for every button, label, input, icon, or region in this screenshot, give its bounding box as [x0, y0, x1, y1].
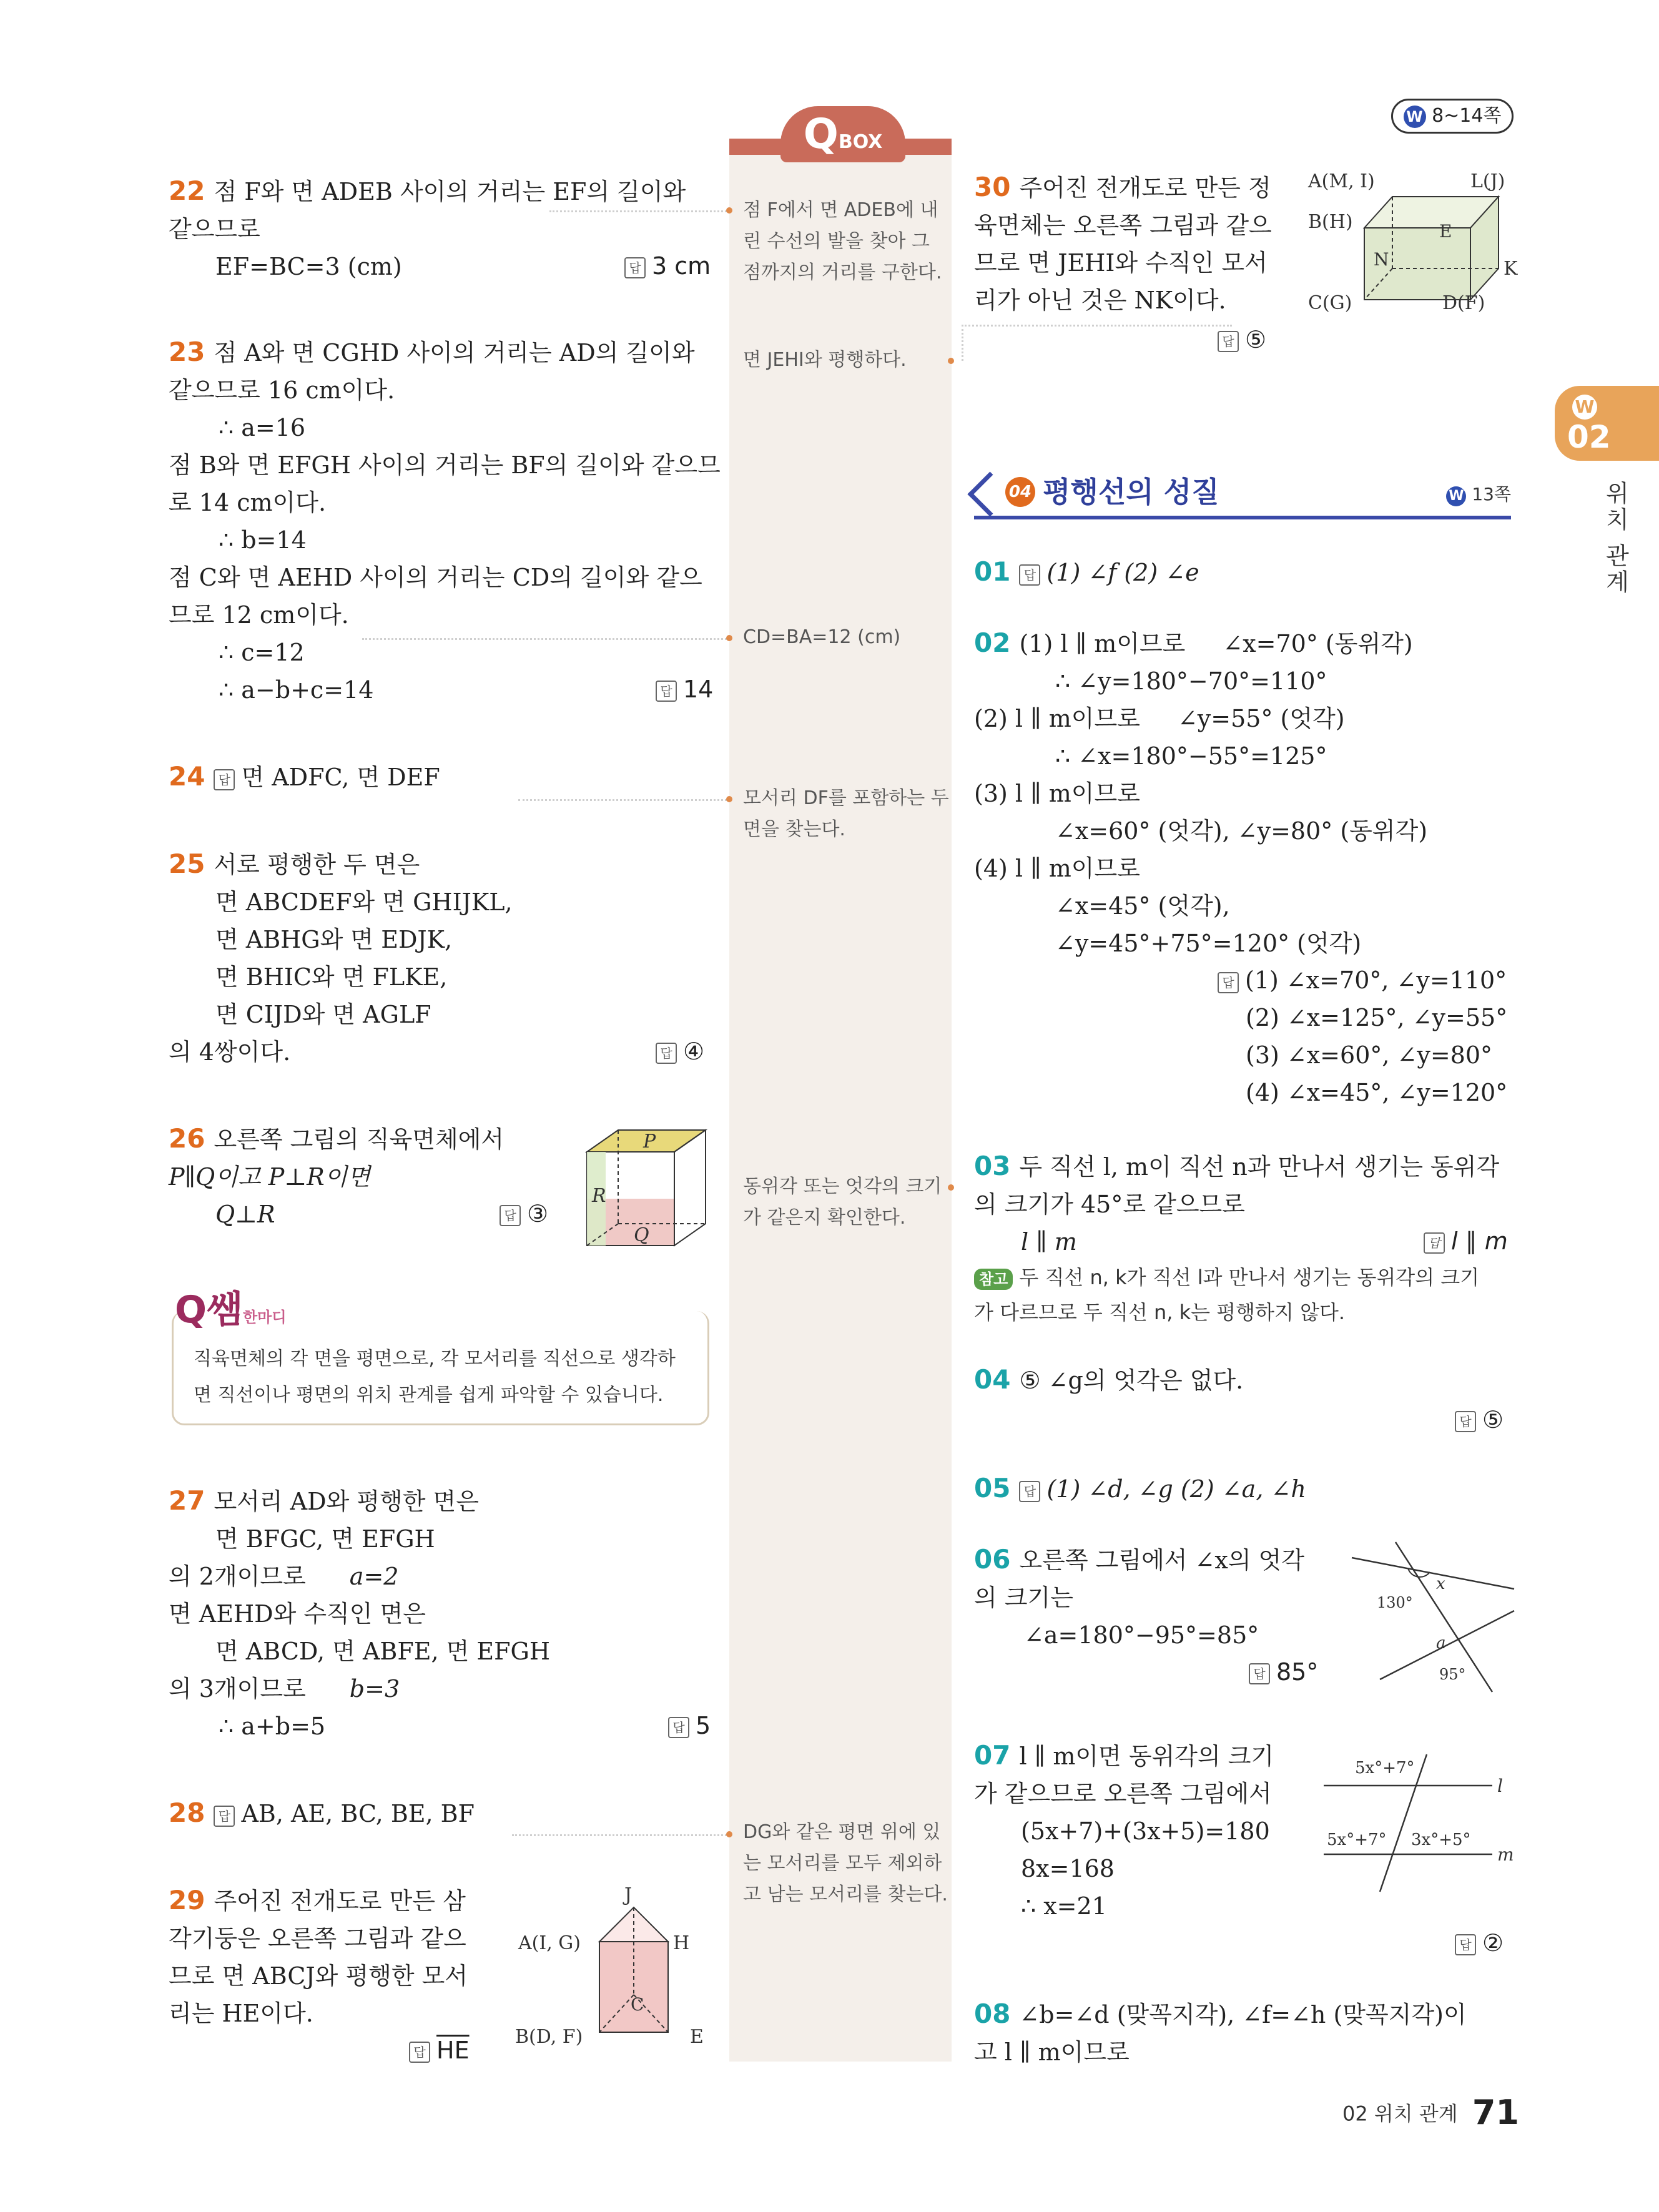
answer-icon: 답	[668, 1717, 689, 1738]
line: (1) l ∥ m이므로	[1019, 630, 1186, 657]
answer-text: (2) ∠x=125°, ∠y=55°	[1246, 1004, 1508, 1031]
answer-text: ⑤	[1245, 326, 1267, 353]
problem-num: 07	[974, 1740, 1011, 1771]
label-angle-right: 3x°+5°	[1411, 1831, 1471, 1849]
problem-02	[974, 624, 1427, 962]
line: 의 4쌍이다.	[169, 1038, 291, 1066]
label-q: Q	[634, 1224, 649, 1246]
problem-num: 04	[974, 1364, 1011, 1395]
line: 로 14 cm이다.	[169, 489, 327, 516]
label-e: E	[1439, 221, 1452, 242]
line: 직육면체의 각 면을 평면으로, 각 모서리를 직선으로 생각하	[194, 1348, 676, 1370]
line: l ∥ m이면 동위각의 크기	[1019, 1743, 1274, 1770]
line: ∠y=55° (엇각)	[1177, 705, 1345, 732]
label-e: E	[690, 2026, 704, 2048]
problem-num: 05	[974, 1473, 1011, 1503]
answer-29	[409, 2032, 470, 2069]
label-r: R	[592, 1185, 606, 1207]
line: ∠x=60° (엇각), ∠y=80° (동위각)	[1055, 817, 1428, 845]
line: ∠x=70° (동위각)	[1223, 630, 1413, 657]
line: ⑤ ∠g의 엇각은 없다.	[1019, 1367, 1244, 1394]
w-icon: W	[1404, 106, 1426, 128]
line: ∴ b=14	[219, 526, 307, 554]
footer-chapter: 02 위치 관계	[1342, 2101, 1458, 2126]
line: 고 l ∥ m이므로	[974, 2038, 1130, 2066]
side-tab-num: 02	[1567, 419, 1611, 455]
line: 모서리 AD와 평행한 면은	[214, 1488, 479, 1515]
connector-23	[362, 638, 731, 640]
connector-30-line	[962, 325, 1232, 361]
line: 리는 HE이다.	[169, 2000, 313, 2027]
qbox-note-4: 모서리 DF를 포함하는 두 면을 찾는다.	[743, 787, 949, 840]
line: 므로 면 ABCJ와 평행한 모서	[169, 1962, 468, 1990]
qssam-title-text: Q쌤	[175, 1288, 243, 1332]
footer	[1342, 2093, 1519, 2132]
line: 8x=168	[1021, 1855, 1115, 1882]
line: 가 다르므로 두 직선 n, k는 평행하지 않다.	[974, 1300, 1346, 1324]
label-j: J	[624, 1884, 633, 1906]
qbox-note-6: DG와 같은 평면 위에 있는 모서리를 모두 제외하고 남는 모서리를 찾는다.	[743, 1821, 948, 1905]
label-l: l	[1497, 1776, 1503, 1796]
line: ∠b=∠d (맞꼭지각), ∠f=∠h (맞꼭지각)이	[1019, 2001, 1467, 2028]
line: ∴ a−b+c=14	[219, 676, 374, 704]
qbox-title-big: Q	[803, 110, 839, 158]
label-lj: L(J)	[1470, 170, 1505, 192]
answer-icon: 답	[1455, 1411, 1476, 1432]
cuboid-figure-26	[581, 1124, 712, 1249]
answer-06	[1249, 1653, 1318, 1691]
section-header	[974, 473, 1511, 519]
answer-text: $\overline{HE}$	[436, 2037, 470, 2064]
answer-icon: 답	[1019, 1481, 1040, 1502]
label-130: 130°	[1377, 1594, 1413, 1611]
line: 점 A와 면 CGHD 사이의 거리는 AD의 길이와	[214, 339, 695, 366]
connector-24	[518, 799, 731, 801]
problem-08	[974, 1995, 1467, 2071]
qbox-note-1: 점 F에서 면 ADEB에 내린 수선의 발을 찾아 그 점까지의 거리를 구한다.	[743, 199, 942, 283]
line: ∠x=45° (엇각),	[1055, 892, 1230, 920]
parallel-lines-figure-07	[1317, 1742, 1524, 1898]
line: 의 2개이므로	[169, 1563, 306, 1590]
answer-icon: 답	[1218, 972, 1239, 993]
problem-num: 25	[169, 848, 205, 879]
problem-25	[169, 845, 513, 1071]
qbox-column	[729, 139, 952, 2062]
qbox-title	[780, 106, 905, 162]
line: 면 ADFC, 면 DEF	[241, 764, 440, 791]
line: ∴ x=21	[1021, 1892, 1107, 1920]
line: 점 F와 면 ADEB 사이의 거리는 EF의 길이와	[214, 178, 686, 205]
answer-25	[656, 1033, 704, 1070]
problem-num: 29	[169, 1885, 205, 1915]
line: 면 CIJD와 면 AGLF	[215, 1001, 431, 1028]
line: ∴ a=16	[219, 414, 306, 441]
label-c: C	[631, 1994, 644, 2015]
label-n: N	[1374, 249, 1389, 270]
label-cg: C(G)	[1308, 292, 1352, 314]
side-tab-icon: W	[1572, 395, 1597, 420]
problem-22	[169, 172, 686, 285]
line: 면 AEHD와 수직인 면은	[169, 1600, 426, 1628]
problem-num: 26	[169, 1123, 205, 1154]
line: ∠a=180°−95°=85°	[1024, 1621, 1259, 1649]
answer-icon: 답	[409, 2042, 430, 2063]
line: 오른쪽 그림에서 ∠x의 엇각	[1019, 1546, 1305, 1574]
qbox-note-3: CD=BA=12 (cm)	[743, 626, 901, 648]
problem-23	[169, 333, 721, 709]
answer-icon: 답	[1424, 1232, 1445, 1254]
answer-07	[1455, 1924, 1504, 1962]
line: 육면체는 오른쪽 그림과 같으	[974, 212, 1272, 239]
label-m: m	[1497, 1844, 1514, 1865]
line: 같으므로	[169, 215, 260, 243]
line: 각기둥은 오른쪽 그림과 같으	[169, 1925, 466, 1952]
qssam-title	[175, 1280, 287, 1334]
page-number: 71	[1472, 2093, 1519, 2132]
problem-26	[169, 1120, 504, 1233]
problem-04	[974, 1361, 1243, 1399]
problem-num: 08	[974, 1998, 1011, 2029]
answer-text: ③	[527, 1200, 549, 1227]
answer-icon: 답	[1019, 564, 1040, 586]
qbox-title-small: BOX	[838, 131, 883, 153]
problem-num: 22	[169, 175, 205, 206]
problem-num: 30	[974, 172, 1011, 202]
problem-num: 24	[169, 761, 205, 792]
line: 면 ABCD, 면 ABFE, 면 EFGH	[215, 1638, 551, 1665]
line: ∴ ∠y=180°−70°=110°	[1055, 667, 1327, 695]
qbox-note-2: 면 JEHI와 평행하다.	[743, 349, 907, 371]
qssam-text	[194, 1341, 676, 1413]
reference-badge: 참고	[974, 1269, 1013, 1290]
line: 점 B와 면 EFGH 사이의 거리는 BF의 길이와 같으므	[169, 451, 721, 479]
line: 가 같으므로 오른쪽 그림에서	[974, 1780, 1272, 1807]
line: 점 C와 면 AEHD 사이의 거리는 CD의 길이와 같으	[169, 564, 702, 591]
section-title: 평행선의 성질	[1043, 475, 1219, 509]
page-range-badge	[1391, 99, 1514, 134]
cube-figure-30	[1305, 169, 1530, 318]
line: Q⊥R	[215, 1201, 275, 1228]
line: 같으므로 16 cm이다.	[169, 376, 395, 404]
answer-text: l ∥ m	[1451, 1227, 1508, 1255]
label-95: 95°	[1439, 1666, 1466, 1683]
connector-dot	[726, 635, 732, 641]
problem-num: 06	[974, 1544, 1011, 1575]
section-page	[1446, 481, 1511, 506]
connector-28	[512, 1834, 731, 1836]
reference-note-03	[974, 1260, 1479, 1330]
line: ∠y=45°+75°=120° (엇각)	[1055, 930, 1362, 957]
label-p: P	[643, 1131, 656, 1153]
connector-dot	[726, 796, 732, 802]
connector-dot	[726, 207, 732, 214]
line: (1) ∠d, ∠g (2) ∠a, ∠h	[1046, 1475, 1306, 1503]
answer-text: 14	[683, 676, 714, 703]
answer-icon: 답	[214, 1806, 235, 1827]
line: ∴ c=12	[219, 639, 305, 666]
line: (1) ∠f (2) ∠e	[1046, 559, 1199, 586]
line: 리가 아닌 것은 NK이다.	[974, 287, 1226, 314]
line: AB, AE, BC, BE, BF	[241, 1800, 475, 1827]
problem-num: 01	[974, 556, 1011, 587]
line: 오른쪽 그림의 직육면체에서	[214, 1126, 505, 1153]
line: 면 직선이나 평면의 위치 관계를 쉽게 파악할 수 있습니다.	[194, 1384, 664, 1406]
answer-icon: 답	[1249, 1663, 1270, 1684]
label-bh: B(H)	[1308, 211, 1353, 233]
problem-05	[974, 1470, 1306, 1508]
answer-icon: 답	[656, 681, 677, 702]
line: 두 직선 l, m이 직선 n과 만나서 생기는 동위각	[1019, 1153, 1500, 1181]
answer-text: ②	[1482, 1929, 1504, 1957]
problem-num: 28	[169, 1797, 205, 1828]
line: 면 ABCDEF와 면 GHIJKL,	[215, 888, 513, 916]
line: 의 3개이므로	[169, 1675, 306, 1703]
problem-num: 03	[974, 1151, 1011, 1181]
line: 므로 12 cm이다.	[169, 601, 349, 629]
answer-text: ⑤	[1482, 1406, 1504, 1433]
problem-24	[169, 758, 440, 796]
label-k: K	[1504, 258, 1518, 280]
answer-text: 85°	[1276, 1658, 1319, 1686]
label-a: a	[1436, 1634, 1446, 1653]
line: 주어진 전개도로 만든 정	[1019, 174, 1271, 202]
side-tab-label: 위치 관계	[1602, 481, 1629, 596]
answer-30	[1218, 321, 1266, 358]
problem-07	[974, 1737, 1274, 1925]
answer-text: 3 cm	[652, 252, 711, 280]
section-page-text: 13쪽	[1472, 484, 1511, 504]
line: 면 ABHG와 면 EDJK,	[215, 926, 453, 953]
answer-icon: 답	[500, 1205, 521, 1226]
line: (2) l ∥ m이므로	[974, 705, 1140, 732]
qbox-note-5: 동위각 또는 엇각의 크기가 같은지 확인한다.	[743, 1176, 942, 1229]
line: 서로 평행한 두 면은	[214, 851, 420, 878]
line: P∥Q이고 P⊥R이면	[169, 1163, 371, 1191]
line: ∴ ∠x=180°−55°=125°	[1055, 742, 1327, 770]
line: ∴ a+b=5	[219, 1713, 326, 1740]
line: (4) l ∥ m이므로	[974, 855, 1140, 882]
problem-06	[974, 1541, 1304, 1654]
line: 의 크기가 45°로 같으므로	[974, 1191, 1245, 1218]
line: a=2	[349, 1563, 399, 1590]
line: 면 BFGC, 면 EFGH	[215, 1525, 435, 1553]
answer-02	[1218, 961, 1507, 1111]
qssam-subtitle: 한마디	[242, 1309, 287, 1326]
line: 주어진 전개도로 만든 삼	[214, 1887, 466, 1915]
problem-num: 23	[169, 337, 205, 367]
line: 두 직선 n, k가 직선 l과 만나서 생기는 동위각의 크기	[1019, 1266, 1480, 1289]
line: 의 크기는	[974, 1584, 1073, 1611]
label-angle-top: 5x°+7°	[1355, 1759, 1415, 1777]
lines-figure-06	[1342, 1536, 1524, 1698]
answer-icon: 답	[1455, 1934, 1476, 1955]
answer-icon: 답	[656, 1043, 677, 1064]
line: b=3	[349, 1675, 400, 1703]
label-angle-left: 5x°+7°	[1327, 1831, 1387, 1849]
connector-dot	[726, 1831, 732, 1837]
answer-text: ④	[683, 1038, 705, 1065]
label-h: H	[673, 1932, 690, 1954]
answer-23	[656, 671, 713, 708]
answer-text: 5	[696, 1712, 711, 1739]
line: (5x+7)+(3x+5)=180	[1021, 1817, 1270, 1845]
label-bdf: B(D, F)	[515, 2026, 583, 2048]
label-df: D(F)	[1442, 292, 1485, 314]
page-range-text: 8~14쪽	[1432, 105, 1502, 127]
answer-22	[624, 247, 711, 285]
section-badge: 04	[1005, 477, 1035, 507]
problem-num: 27	[169, 1485, 205, 1516]
problem-29	[169, 1882, 468, 2032]
line: 면 BHIC와 면 FLKE,	[215, 963, 448, 991]
label-x: x	[1436, 1575, 1445, 1593]
problem-27	[169, 1482, 550, 1745]
problem-30	[974, 169, 1272, 319]
answer-03	[1424, 1222, 1508, 1260]
line: 므로 면 JEHI와 수직인 모서	[974, 249, 1268, 277]
answer-text: (4) ∠x=45°, ∠y=120°	[1246, 1079, 1508, 1106]
answer-26	[500, 1195, 548, 1232]
problem-01	[974, 553, 1199, 591]
answer-icon: 답	[624, 257, 646, 278]
answer-text: (3) ∠x=60°, ∠y=80°	[1246, 1041, 1493, 1069]
side-tab	[1555, 386, 1659, 461]
label-ami: A(M, I)	[1308, 170, 1375, 192]
line: (3) l ∥ m이므로	[974, 780, 1140, 807]
problem-03	[974, 1148, 1499, 1261]
prism-figure-29	[512, 1879, 712, 2060]
label-aig: A(I, G)	[518, 1932, 581, 1954]
answer-icon: 답	[1218, 331, 1239, 352]
w-icon: W	[1446, 486, 1466, 506]
answer-04	[1455, 1401, 1504, 1438]
answer-text: (1) ∠x=70°, ∠y=110°	[1245, 966, 1507, 994]
connector-22	[549, 210, 731, 212]
line: EF=BC=3 (cm)	[215, 253, 402, 280]
answer-icon: 답	[214, 769, 235, 790]
line: l ∥ m	[1021, 1228, 1077, 1256]
problem-28	[169, 1794, 475, 1832]
answer-27	[668, 1707, 711, 1744]
problem-num: 02	[974, 627, 1011, 658]
